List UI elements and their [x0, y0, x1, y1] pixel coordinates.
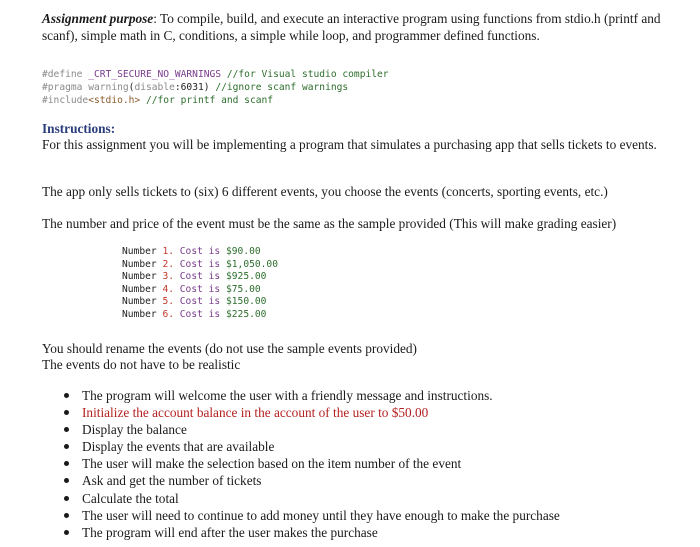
requirement-item	[60, 404, 560, 421]
event-number: 5.	[162, 296, 174, 308]
rename-note: You should rename the events (do not use the sample events provided)	[42, 341, 417, 356]
code-comment: //for Visual studio compiler	[226, 69, 389, 80]
requirement-item	[60, 421, 560, 438]
event-number: 4.	[162, 283, 174, 295]
requirement-text: The program will welcome the user with a friendly message and instructions.	[82, 388, 493, 403]
code-line-pragma	[42, 81, 389, 94]
code-directive: #pragma	[42, 82, 83, 93]
assignment-purpose-text: : To compile, build, and execute an interactive program using functions from stdio.h (printf and scanf), simple math in C, conditions, a simple while loop, and programmer defined functions.	[42, 11, 661, 43]
event-number: 6.	[162, 308, 174, 320]
requirement-item	[60, 472, 560, 489]
event-cost-label: Cost is	[179, 283, 221, 295]
event-line	[122, 259, 278, 272]
requirement-text: Display the events that are available	[82, 439, 275, 455]
code-colon: :	[174, 82, 181, 93]
event-number-word: Number	[122, 271, 157, 283]
instructions-body: For this assignment you will be implementing a program that simulates a purchasing app that sells tickets to events.	[42, 137, 657, 152]
number-price-paragraph: The number and price of the event must be the same as the sample provided (This will make grading easier)	[42, 216, 617, 231]
event-line	[122, 296, 278, 309]
realistic-note: The events do not have to be realistic	[42, 357, 241, 372]
requirement-text: Calculate the total	[82, 490, 179, 506]
event-number: 3.	[162, 271, 174, 283]
requirements-list	[60, 387, 560, 541]
event-price: $925.00	[226, 271, 267, 283]
bullet-icon	[64, 478, 69, 483]
code-argument: disable	[134, 82, 175, 93]
code-directive: #define	[42, 69, 83, 80]
code-comment: //ignore scanf warnings	[215, 82, 349, 93]
requirement-item	[60, 438, 560, 455]
code-comment: //for printf and scanf	[145, 95, 274, 106]
event-number-word: Number	[122, 283, 157, 295]
code-paren: (	[128, 82, 135, 93]
event-price: $75.00	[226, 283, 261, 295]
event-line	[122, 309, 278, 322]
bullet-icon	[64, 393, 69, 398]
event-number-word: Number	[122, 258, 157, 270]
event-cost-label: Cost is	[179, 308, 221, 320]
code-snippet	[42, 68, 389, 107]
app-only-paragraph: The app only sells tickets to (six) 6 different events, you choose the events (concerts, sporting events, etc.)	[42, 184, 608, 199]
event-cost-label: Cost is	[179, 258, 221, 270]
event-number-word: Number	[122, 296, 157, 308]
code-line-define	[42, 68, 389, 81]
code-number: 6031	[180, 82, 204, 93]
event-cost-label: Cost is	[179, 246, 221, 257]
sample-events-list	[122, 246, 278, 322]
event-cost-label: Cost is	[179, 296, 221, 308]
assignment-purpose-label: Assignment purpose	[42, 11, 154, 26]
requirement-text: Initialize the account balance in the account of the user to $50.00	[82, 405, 429, 421]
requirement-item	[60, 524, 560, 541]
code-paren: )	[203, 82, 210, 93]
event-cost-label: Cost is	[179, 271, 221, 283]
bullet-icon	[64, 513, 69, 518]
requirement-item	[60, 387, 560, 404]
bullet-icon	[64, 496, 69, 501]
bullet-icon	[64, 444, 69, 449]
event-price: $1,050.00	[226, 258, 278, 270]
requirement-item	[60, 455, 560, 472]
event-line	[122, 284, 278, 297]
code-macro: _CRT_SECURE_NO_WARNINGS	[88, 69, 222, 80]
event-number: 1.	[162, 246, 174, 257]
bullet-icon	[64, 427, 69, 432]
requirement-text: The program will end after the user makes the purchase	[82, 524, 378, 540]
event-price: $90.00	[226, 246, 261, 257]
instructions-heading: Instructions:	[42, 121, 116, 136]
requirement-item	[60, 507, 560, 524]
code-header: <stdio.h>	[88, 95, 141, 106]
code-directive: #include	[42, 95, 89, 106]
requirement-text: Ask and get the number of tickets	[82, 473, 262, 489]
event-price: $225.00	[226, 308, 267, 320]
bullet-icon	[64, 461, 69, 466]
event-number-word: Number	[122, 308, 157, 320]
bullet-icon	[64, 530, 69, 535]
requirement-item	[60, 490, 560, 507]
assignment-purpose-paragraph	[42, 10, 672, 44]
code-line-include	[42, 94, 389, 107]
event-number-word: Number	[122, 246, 157, 257]
event-line	[122, 271, 278, 284]
event-line	[122, 246, 278, 259]
bullet-icon	[64, 410, 69, 415]
requirement-text: Display the balance	[82, 422, 187, 438]
requirement-text: The user will need to continue to add money until they have enough to make the purchase	[82, 507, 560, 523]
requirement-text: The user will make the selection based on the item number of the event	[82, 456, 462, 472]
event-number: 2.	[162, 258, 174, 270]
event-price: $150.00	[226, 296, 267, 308]
code-keyword: warning	[88, 82, 129, 93]
